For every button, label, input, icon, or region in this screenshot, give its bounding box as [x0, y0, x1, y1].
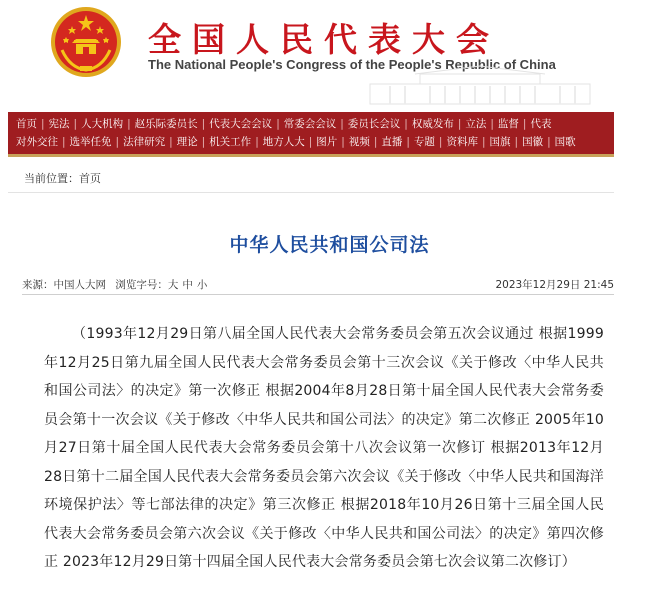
source-label: 来源： [22, 279, 54, 291]
nav-separator: | [547, 136, 551, 148]
nav-row-2 [16, 133, 606, 151]
nav-link[interactable]: 选举任免 [69, 136, 112, 148]
article-meta [22, 276, 614, 295]
fontsize-small-option[interactable]: 小 [196, 279, 208, 291]
site-header [0, 0, 659, 106]
nav-link[interactable]: 监督 [497, 118, 519, 130]
nav-link[interactable]: 地方人大 [262, 136, 305, 148]
nav-separator: | [201, 136, 206, 148]
nav-link[interactable]: 机关工作 [209, 136, 252, 148]
nav-separator: | [41, 118, 45, 130]
nav-separator: | [115, 136, 120, 148]
publish-date: 2023年12月29日 21:45 [495, 279, 614, 291]
nav-separator: | [522, 118, 527, 130]
nav-separator: | [438, 136, 443, 148]
nav-separator: | [406, 136, 410, 148]
nav-link[interactable]: 图片 [316, 136, 338, 148]
fontsize-medium-option[interactable]: 中 [182, 279, 193, 291]
nav-link[interactable]: 赵乐际委员长 [134, 118, 198, 130]
fontsize-large-option[interactable]: 大 [167, 279, 179, 291]
nav-separator: | [127, 118, 131, 130]
nav-link[interactable]: 权威发布 [411, 118, 454, 130]
breadcrumb-home-link[interactable]: 首页 [79, 172, 101, 185]
national-emblem-icon[interactable] [50, 6, 122, 78]
nav-separator: | [169, 136, 173, 148]
breadcrumb [8, 165, 614, 193]
main-navigation [8, 112, 614, 157]
nav-separator: | [340, 118, 344, 130]
page-title: 中华人民共和国公司法 [229, 234, 430, 256]
nav-link[interactable]: 人大机构 [81, 118, 124, 130]
nav-link[interactable]: 直播 [381, 136, 403, 148]
nav-separator: | [276, 118, 280, 130]
nav-link[interactable]: 首页 [16, 118, 37, 130]
fontsize-label: 浏览字号： [115, 279, 168, 291]
article-body: （1993年12月29日第八届全国人民代表大会常务委员会第五次会议通过 根据1999年12月25日第九届全国人民代表大会常务委员会第十三次会议《关于修改〈中华人民共和国公司法〉的决定》第一次修正 根据2004年8月28日第十届全国人民代表大会常务委员会第十一次会议《关于修改〈中华人民共和国公司法〉的决定》第二次修正 2005年10月27日第十届全国人民代表大会常务委员会第十八次会议第一次修订 根据2013年12月28日第十二届全国人民代表大会常务委员会第六次会议《关于修改〈中华人民共和国海洋环境保护法〉等七部法律的决定》第三次修正 根据2018年10月26日第十三届全国人民代表大会常务委员会第六次会议《关于修改〈中华人民共和国公司法〉的决定》第四次修正 2023年12月29日第十四届全国人民代表大会常务委员会第七次会议第二次修订） [44, 326, 604, 570]
nav-separator: | [341, 136, 345, 148]
source-value: 中国人大网 [53, 279, 106, 291]
nav-separator: | [62, 136, 66, 148]
site-title-cn: 全国人民代表大会 [148, 20, 500, 59]
nav-link[interactable]: 立法 [465, 118, 487, 130]
nav-link[interactable]: 委员长会议 [347, 118, 401, 130]
nav-separator: | [457, 118, 462, 130]
nav-separator: | [404, 118, 408, 130]
nav-separator: | [73, 118, 78, 130]
nav-link[interactable]: 国徽 [522, 136, 544, 148]
nav-link[interactable]: 代表大会会议 [209, 118, 273, 130]
nav-separator: | [481, 136, 486, 148]
nav-separator: | [490, 118, 494, 130]
nav-link[interactable]: 常委会会议 [283, 118, 337, 130]
nav-row-1 [16, 115, 606, 133]
nav-link[interactable]: 对外交往 [16, 136, 58, 148]
nav-link[interactable]: 宪法 [48, 118, 70, 130]
nav-link[interactable]: 资料库 [446, 136, 478, 148]
nav-separator: | [308, 136, 313, 148]
nav-link[interactable]: 法律研究 [123, 136, 166, 148]
nav-separator: | [514, 136, 519, 148]
breadcrumb-label: 当前位置： [24, 172, 79, 185]
great-hall-illustration [330, 64, 630, 106]
nav-link[interactable]: 理论 [176, 136, 198, 148]
site-title-en: The National People's Congress of the People's Republic of China [148, 57, 556, 72]
nav-link[interactable]: 代表 [530, 118, 552, 130]
nav-separator: | [255, 136, 259, 148]
nav-link[interactable]: 专题 [413, 136, 435, 148]
nav-link[interactable]: 国歌 [554, 136, 576, 148]
nav-separator: | [201, 118, 206, 130]
nav-separator: | [373, 136, 378, 148]
nav-link[interactable]: 视频 [348, 136, 370, 148]
nav-link[interactable]: 国旗 [489, 136, 511, 148]
